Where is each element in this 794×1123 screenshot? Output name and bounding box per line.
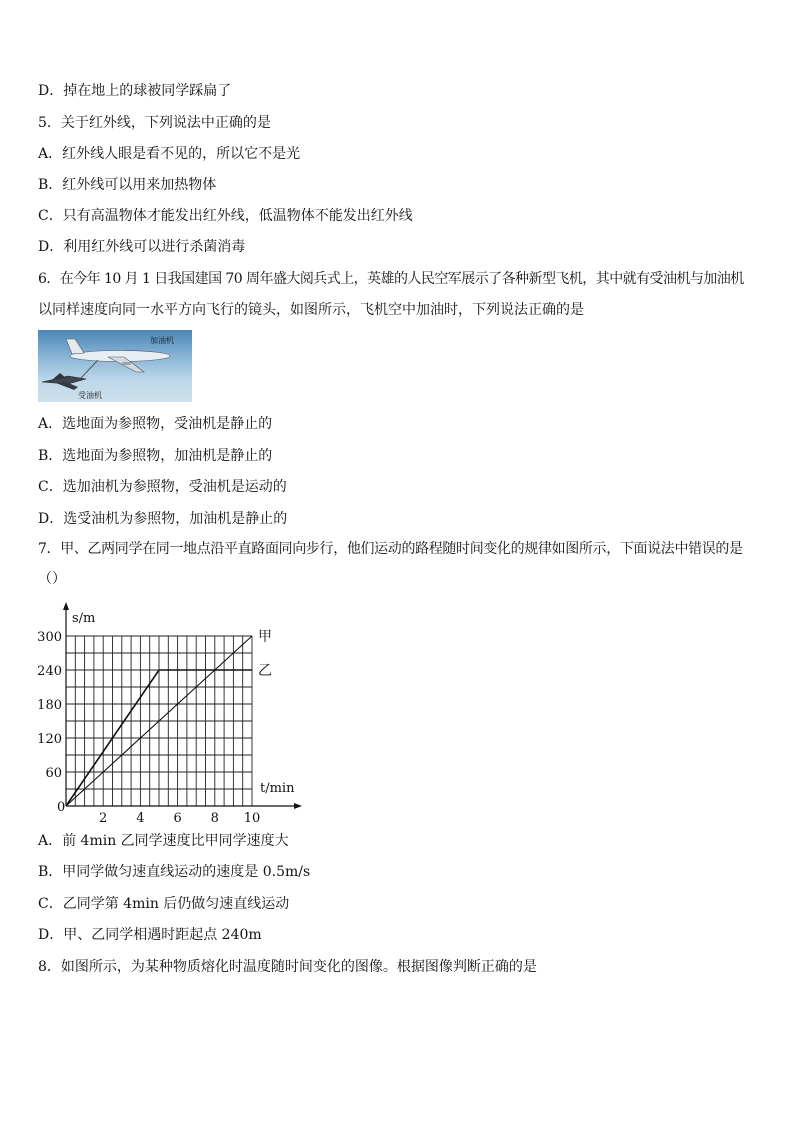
q7-stem-line1: 7．甲、乙两同学在同一地点沿平直路面同向步行，他们运动的路程随时间变化的规律如图所示，下面说法中错误的是 [38, 541, 743, 557]
q6-option-a: A．选地面为参照物，受油机是静止的 [38, 416, 273, 432]
x-tick-label: 8 [210, 811, 219, 826]
q5-stem: 5．关于红外线，下列说法中正确的是 [38, 115, 271, 131]
q6-option-c: C．选加油机为参照物，受油机是运动的 [38, 479, 287, 495]
y-tick-label: 300 [37, 630, 62, 645]
q8-stem: 8．如图所示，为某种物质熔化时温度随时间变化的图像。根据图像判断正确的是 [38, 959, 537, 975]
x-axis-label: t/min [260, 781, 295, 796]
refueling-photo [38, 330, 192, 402]
tanker-label: 加油机 [150, 336, 174, 345]
q5-option-c: C．只有高温物体才能发出红外线，低温物体不能发出红外线 [38, 208, 413, 224]
x-tick-label: 10 [243, 811, 261, 826]
series-label-jia: 甲 [258, 629, 272, 645]
q6-option-d: D．选受油机为参照物，加油机是静止的 [38, 511, 288, 527]
q7-stem-line2: （） [38, 571, 66, 587]
x-tick-label: 4 [136, 811, 145, 826]
chart-labels [37, 611, 295, 826]
q5-option-a: A．红外线人眼是看不见的，所以它不是光 [38, 146, 301, 162]
y-tick-label: 180 [37, 698, 62, 713]
distance-time-chart [30, 598, 310, 828]
q7-option-c: C．乙同学第 4min 后仍做匀速直线运动 [38, 896, 290, 912]
x-tick-label: 6 [173, 811, 182, 826]
series-label-yi: 乙 [258, 663, 272, 679]
x-tick-label: 2 [99, 811, 108, 826]
q6-stem-line1: 6．在今年 10 月 1 日我国建国 70 周年盛大阅兵式上，英雄的人民空军展示了各种新型飞机，其中就有受油机与加油机 [38, 271, 744, 287]
q7-option-b: B．甲同学做匀速直线运动的速度是 0.5m/s [38, 864, 311, 880]
y-axis-arrow [63, 602, 69, 610]
q6-stem-line2: 以同样速度向同一水平方向飞行的镜头，如图所示，飞机空中加油时，下列说法正确的是 [38, 302, 584, 318]
q7-option-d: D．甲、乙同学相遇时距起点 240m [38, 927, 262, 943]
q5-option-d: D．利用红外线可以进行杀菌消毒 [38, 239, 246, 255]
y-tick-label: 60 [45, 766, 62, 781]
receiver-label: 受油机 [78, 391, 102, 400]
q6-option-b: B．选地面为参照物，加油机是静止的 [38, 448, 273, 464]
origin-label: 0 [57, 800, 66, 815]
q7-option-a: A．前 4min 乙同学速度比甲同学速度大 [38, 833, 289, 849]
y-axis-label: s/m [72, 611, 96, 626]
y-tick-label: 120 [37, 732, 62, 747]
q5-option-b: B．红外线可以用来加热物体 [38, 177, 217, 193]
q4-option-d: D．掉在地上的球被同学踩扁了 [38, 83, 232, 99]
x-axis-arrow [294, 803, 302, 809]
y-tick-label: 240 [37, 664, 62, 679]
